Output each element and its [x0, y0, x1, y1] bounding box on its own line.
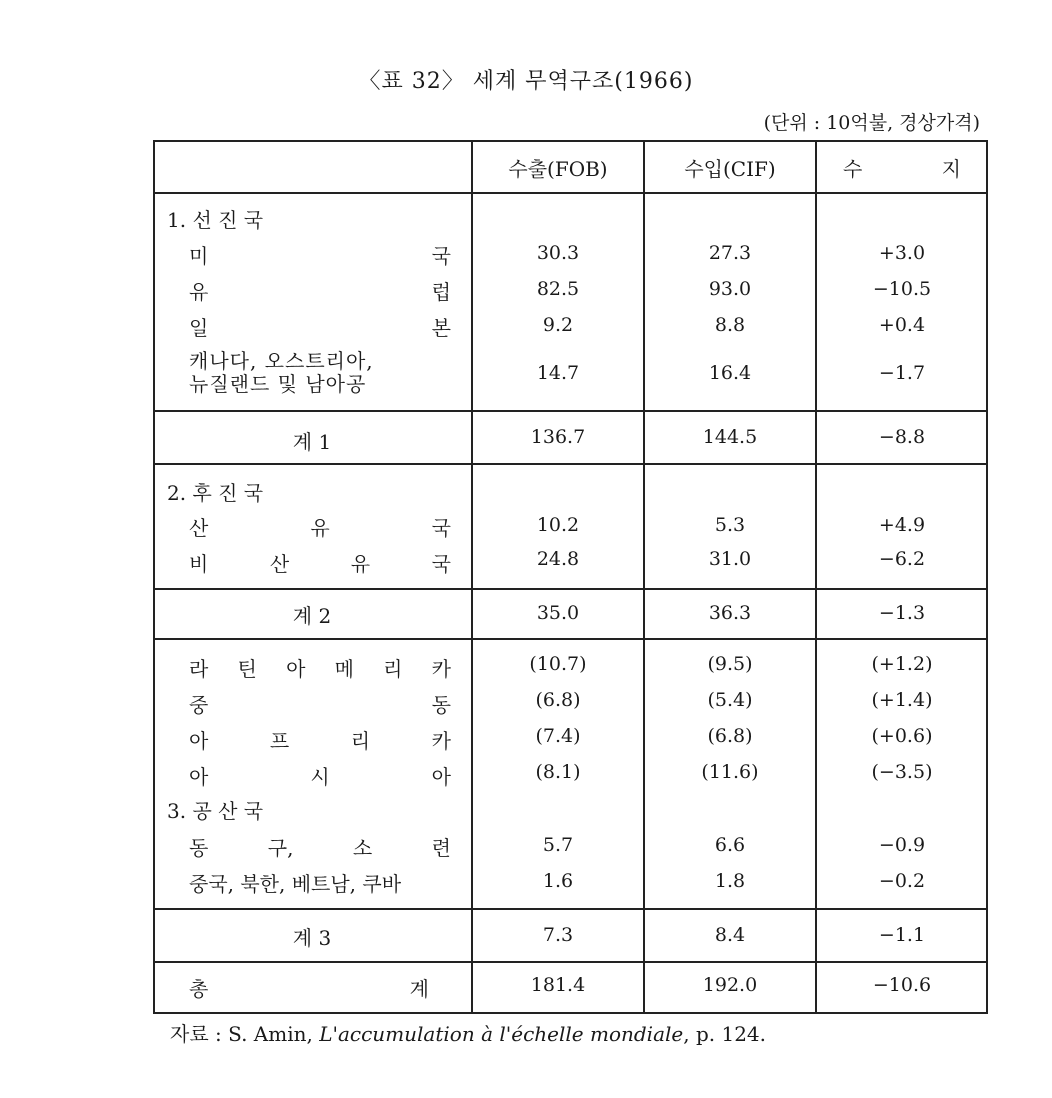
row-label-line1: 캐나다, 오스트리아,: [189, 349, 374, 373]
row-label: [189, 868, 451, 897]
row-export: 14.7: [536, 362, 580, 384]
vline-left: [153, 140, 155, 1013]
rule-t2: [153, 638, 988, 640]
row-balance: +4.9: [878, 514, 926, 536]
total-3-export: 7.3: [542, 924, 574, 946]
region-label-part: 카: [431, 729, 451, 753]
grand-total-label-part: 계: [409, 977, 429, 1001]
grand-total-label: [189, 973, 429, 1002]
region-label-part: 메: [334, 657, 354, 681]
row-label-part: 동: [189, 836, 209, 860]
row-label: [189, 548, 451, 577]
grand-total-export: 181.4: [530, 974, 586, 996]
row-import: 6.6: [714, 834, 746, 856]
section-title-developing: 2. 후 진 국: [167, 481, 264, 505]
rule-s2: [153, 588, 988, 590]
region-export: (6.8): [535, 689, 581, 711]
header-balance-b: 지: [941, 157, 961, 181]
total-label-3: 계 3: [292, 926, 332, 950]
grand-total-label-part: 총: [189, 977, 209, 1001]
region-import: (9.5): [707, 653, 753, 675]
region-label-part: 틴: [237, 657, 257, 681]
region-balance: (+0.6): [871, 725, 933, 747]
row-label-part: 소: [352, 836, 373, 860]
region-balance: (+1.2): [871, 653, 933, 675]
unit-note: (단위 : 10억불, 경상가격): [763, 112, 980, 134]
region-label: [189, 689, 451, 718]
region-label-part: 아: [286, 657, 306, 681]
row-balance: −6.2: [878, 548, 926, 570]
total-2-export: 35.0: [536, 602, 580, 624]
region-label-part: 리: [383, 657, 403, 681]
table-title: 〈표 32〉 세계 무역구조(1966): [358, 69, 694, 94]
grand-total-import: 192.0: [702, 974, 758, 996]
region-label-part: 중: [189, 693, 209, 717]
row-balance: −0.2: [878, 870, 926, 892]
row-label-part: 럽: [431, 280, 451, 304]
region-label: [189, 653, 451, 682]
row-balance: +3.0: [878, 242, 926, 264]
section-title-developed: 1. 선 진 국: [167, 208, 264, 232]
total-2-import: 36.3: [708, 602, 752, 624]
row-import: 31.0: [708, 548, 752, 570]
row-label-part: 련: [431, 836, 451, 860]
region-label-part: 아: [189, 729, 209, 753]
row-label-part: 산: [189, 516, 209, 540]
region-label-part: 아: [189, 765, 209, 789]
row-import: 8.8: [714, 314, 746, 336]
total-3-balance: −1.1: [878, 924, 926, 946]
row-label: [189, 312, 451, 341]
row-label: [189, 512, 451, 541]
row-label: [189, 832, 451, 861]
row-label-line2: 뉴질랜드 및 남아공: [189, 372, 367, 396]
trade-table: [153, 140, 988, 1013]
row-label-part: 중국, 북한, 베트남, 쿠바: [189, 872, 402, 896]
rule-t1: [153, 463, 988, 465]
region-export: (10.7): [529, 653, 587, 675]
region-label-part: 리: [350, 729, 371, 753]
row-balance: −0.9: [878, 834, 926, 856]
header-import: 수입(CIF): [684, 157, 776, 181]
region-import: (6.8): [707, 725, 753, 747]
row-balance: −1.7: [878, 362, 926, 384]
row-import: 1.8: [714, 870, 746, 892]
total-1-export: 136.7: [530, 426, 586, 448]
region-label-part: 동: [431, 693, 451, 717]
rule-t3: [153, 961, 988, 963]
total-label-2: 계 2: [292, 604, 332, 628]
row-label-part: 국: [431, 552, 451, 576]
row-import: 27.3: [708, 242, 752, 264]
region-label-part: 프: [269, 729, 290, 753]
region-export: (7.4): [535, 725, 581, 747]
region-label-part: 카: [431, 657, 451, 681]
row-label: [189, 276, 451, 305]
region-label-part: 시: [310, 765, 330, 789]
rule-bottom: [153, 1012, 988, 1014]
row-label-part: 유: [189, 280, 209, 304]
region-label: [189, 761, 451, 790]
row-export: 9.2: [542, 314, 574, 336]
row-export: 10.2: [536, 514, 580, 536]
region-balance: (+1.4): [871, 689, 933, 711]
row-label-part: 국: [431, 516, 451, 540]
rule-top: [153, 140, 988, 142]
region-label-part: 라: [189, 657, 209, 681]
region-balance: (−3.5): [871, 761, 933, 783]
region-export: (8.1): [535, 761, 581, 783]
grand-total-balance: −10.6: [872, 974, 932, 996]
row-export: 1.6: [542, 870, 574, 892]
row-label-part: 국: [431, 244, 451, 268]
region-import: (11.6): [701, 761, 759, 783]
header-balance-a: 수: [843, 157, 863, 181]
total-1-import: 144.5: [702, 426, 758, 448]
row-label-part: 미: [189, 244, 209, 268]
row-import: 5.3: [714, 514, 746, 536]
row-label-part: 구,: [267, 836, 294, 860]
region-label: [189, 725, 451, 754]
source-note: [170, 1018, 766, 1047]
rule-header: [153, 192, 988, 194]
rule-s1: [153, 410, 988, 412]
total-1-balance: −8.8: [878, 426, 926, 448]
header-balance: [843, 153, 961, 182]
row-balance: +0.4: [878, 314, 926, 336]
row-export: 24.8: [536, 548, 580, 570]
source-suffix: , p. 124.: [683, 1022, 766, 1046]
source-work: L'accumulation à l'échelle mondiale: [319, 1022, 684, 1046]
header-export: 수출(FOB): [508, 157, 608, 181]
row-import: 93.0: [708, 278, 752, 300]
row-label-part: 일: [189, 316, 209, 340]
row-label-part: 산: [269, 552, 290, 576]
section-title-communist: 3. 공 산 국: [167, 799, 264, 823]
region-label-part: 아: [431, 765, 451, 789]
row-export: 30.3: [536, 242, 580, 264]
row-export: 5.7: [542, 834, 574, 856]
region-import: (5.4): [707, 689, 753, 711]
row-label-part: 유: [310, 516, 330, 540]
rule-s3: [153, 908, 988, 910]
row-label-part: 본: [431, 316, 451, 340]
row-label-part: 유: [350, 552, 371, 576]
total-3-import: 8.4: [714, 924, 746, 946]
row-label-part: 비: [189, 552, 209, 576]
source-prefix: 자료 : S. Amin,: [170, 1022, 320, 1046]
row-label: [189, 240, 451, 269]
total-2-balance: −1.3: [878, 602, 926, 624]
row-import: 16.4: [708, 362, 752, 384]
row-export: 82.5: [536, 278, 580, 300]
total-label-1: 계 1: [292, 430, 332, 454]
row-balance: −10.5: [872, 278, 932, 300]
